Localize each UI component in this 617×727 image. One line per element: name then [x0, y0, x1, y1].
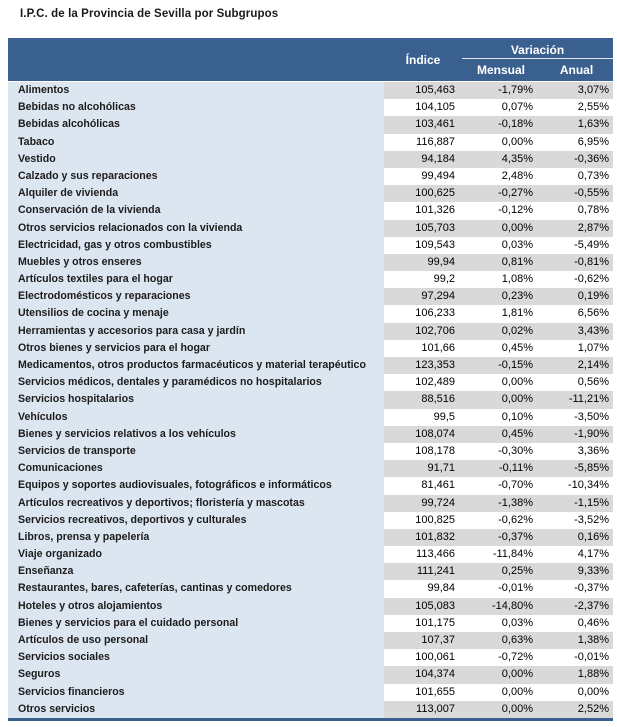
cell-mensual: -11,84% — [462, 546, 540, 563]
cell-indice: 104,374 — [384, 666, 462, 683]
cell-anual: -5,85% — [540, 460, 613, 477]
cell-indice: 105,463 — [384, 82, 462, 99]
cell-mensual: 0,02% — [462, 323, 540, 340]
row-label: Enseñanza — [8, 563, 384, 580]
cell-anual: 0,16% — [540, 529, 613, 546]
table-row — [8, 185, 613, 202]
cell-mensual: 0,45% — [462, 426, 540, 443]
table-row — [8, 220, 613, 237]
cell-mensual: 0,10% — [462, 409, 540, 426]
column-header-indice: Índice — [405, 52, 441, 67]
table-row — [8, 323, 613, 340]
table-row — [8, 305, 613, 322]
row-label: Comunicaciones — [8, 460, 384, 477]
table-row — [8, 495, 613, 512]
cell-mensual: -0,37% — [462, 529, 540, 546]
cell-anual: -11,21% — [540, 391, 613, 408]
table-row — [8, 632, 613, 649]
row-label: Servicios de transporte — [8, 443, 384, 460]
cell-anual: -10,34% — [540, 477, 613, 494]
cell-indice: 94,184 — [384, 151, 462, 168]
cell-mensual: 0,03% — [462, 615, 540, 632]
cell-anual: -0,81% — [540, 254, 613, 271]
table-row — [8, 460, 613, 477]
ipc-subgroups-table — [8, 38, 613, 721]
cell-anual: -0,55% — [540, 185, 613, 202]
row-label: Bebidas alcohólicas — [8, 116, 384, 133]
cell-indice: 106,233 — [384, 305, 462, 322]
cell-anual: -0,01% — [540, 649, 613, 666]
cell-mensual: 0,00% — [462, 684, 540, 701]
cell-anual: -1,90% — [540, 426, 613, 443]
cell-anual: -0,37% — [540, 580, 613, 597]
table-row — [8, 546, 613, 563]
table-row — [8, 443, 613, 460]
cell-anual: 6,56% — [540, 305, 613, 322]
table-row — [8, 116, 613, 133]
table-row — [8, 580, 613, 597]
cell-anual: -0,62% — [540, 271, 613, 288]
cell-anual: 2,14% — [540, 357, 613, 374]
cell-mensual: -0,11% — [462, 460, 540, 477]
cell-mensual: -14,80% — [462, 598, 540, 615]
variacion-subheaders — [462, 59, 613, 81]
table-row — [8, 237, 613, 254]
table-row — [8, 615, 613, 632]
cell-mensual: 0,45% — [462, 340, 540, 357]
cell-anual: 6,95% — [540, 134, 613, 151]
row-label: Muebles y otros enseres — [8, 254, 384, 271]
cell-indice: 100,825 — [384, 512, 462, 529]
cell-mensual: -0,72% — [462, 649, 540, 666]
cell-anual: 2,87% — [540, 220, 613, 237]
cell-indice: 105,083 — [384, 598, 462, 615]
table-row — [8, 512, 613, 529]
cell-mensual: 0,07% — [462, 99, 540, 116]
cell-indice: 105,703 — [384, 220, 462, 237]
cell-anual: -5,49% — [540, 237, 613, 254]
cell-mensual: -1,38% — [462, 495, 540, 512]
row-label: Conservación de la vivienda — [8, 202, 384, 219]
cell-mensual: -0,30% — [462, 443, 540, 460]
row-label: Medicamentos, otros productos farmacéuticos y material terapéutico — [8, 357, 384, 374]
row-label: Calzado y sus reparaciones — [8, 168, 384, 185]
cell-mensual: 0,25% — [462, 563, 540, 580]
cell-anual: 2,55% — [540, 99, 613, 116]
cell-indice: 113,466 — [384, 546, 462, 563]
table-row — [8, 684, 613, 701]
cell-indice: 99,5 — [384, 409, 462, 426]
cell-indice: 101,66 — [384, 340, 462, 357]
row-label: Servicios recreativos, deportivos y culturales — [8, 512, 384, 529]
cell-mensual: 0,81% — [462, 254, 540, 271]
cell-mensual: 0,00% — [462, 134, 540, 151]
cell-anual: 0,46% — [540, 615, 613, 632]
row-label: Servicios médicos, dentales y paramédicos no hospitalarios — [8, 374, 384, 391]
table-row — [8, 426, 613, 443]
row-label: Alimentos — [8, 82, 384, 99]
table-row — [8, 598, 613, 615]
row-label: Viaje organizado — [8, 546, 384, 563]
table-row — [8, 288, 613, 305]
cell-indice: 99,84 — [384, 580, 462, 597]
row-label: Servicios sociales — [8, 649, 384, 666]
row-label: Bebidas no alcohólicas — [8, 99, 384, 116]
cell-indice: 101,326 — [384, 202, 462, 219]
cell-indice: 91,71 — [384, 460, 462, 477]
cell-indice: 100,625 — [384, 185, 462, 202]
cell-mensual: -0,70% — [462, 477, 540, 494]
row-label: Tabaco — [8, 134, 384, 151]
table-header — [8, 38, 613, 81]
row-label: Otros bienes y servicios para el hogar — [8, 340, 384, 357]
cell-indice: 100,061 — [384, 649, 462, 666]
table-row — [8, 151, 613, 168]
cell-anual: 1,88% — [540, 666, 613, 683]
cell-mensual: 1,08% — [462, 271, 540, 288]
cell-anual: 3,07% — [540, 82, 613, 99]
row-label: Electricidad, gas y otros combustibles — [8, 237, 384, 254]
cell-anual: 1,63% — [540, 116, 613, 133]
cell-indice: 113,007 — [384, 701, 462, 718]
row-label: Otros servicios — [8, 701, 384, 718]
table-row — [8, 529, 613, 546]
cell-indice: 107,37 — [384, 632, 462, 649]
cell-anual: -2,37% — [540, 598, 613, 615]
row-label: Servicios hospitalarios — [8, 391, 384, 408]
cell-indice: 123,353 — [384, 357, 462, 374]
cell-mensual: 0,00% — [462, 374, 540, 391]
cell-indice: 116,887 — [384, 134, 462, 151]
cell-indice: 81,461 — [384, 477, 462, 494]
table-row — [8, 99, 613, 116]
cell-anual: -3,52% — [540, 512, 613, 529]
table-row — [8, 254, 613, 271]
column-header-variacion-group — [462, 38, 613, 81]
cell-indice: 108,178 — [384, 443, 462, 460]
row-label: Restaurantes, bares, cafeterías, cantinas y comedores — [8, 580, 384, 597]
column-header-mensual: Mensual — [476, 63, 525, 77]
cell-anual: 1,38% — [540, 632, 613, 649]
table-body — [8, 82, 613, 718]
cell-indice: 88,516 — [384, 391, 462, 408]
cell-indice: 99,94 — [384, 254, 462, 271]
cell-indice: 102,489 — [384, 374, 462, 391]
row-label: Hoteles y otros alojamientos — [8, 598, 384, 615]
table-row — [8, 666, 613, 683]
cell-mensual: 0,00% — [462, 701, 540, 718]
row-label: Otros servicios relacionados con la vivienda — [8, 220, 384, 237]
page-title: I.P.C. de la Provincia de Sevilla por Subgrupos — [20, 8, 279, 20]
cell-mensual: -0,12% — [462, 202, 540, 219]
cell-indice: 101,832 — [384, 529, 462, 546]
cell-anual: 1,07% — [540, 340, 613, 357]
row-label: Artículos textiles para el hogar — [8, 271, 384, 288]
table-row — [8, 134, 613, 151]
header-label-spacer — [8, 38, 384, 81]
cell-mensual: 0,00% — [462, 391, 540, 408]
cell-indice: 108,074 — [384, 426, 462, 443]
table-row — [8, 202, 613, 219]
table-row — [8, 168, 613, 185]
table-row — [8, 649, 613, 666]
table-row — [8, 391, 613, 408]
table-row — [8, 340, 613, 357]
table-row — [8, 82, 613, 99]
cell-mensual: 0,03% — [462, 237, 540, 254]
cell-mensual: -0,18% — [462, 116, 540, 133]
cell-indice: 97,294 — [384, 288, 462, 305]
cell-indice: 103,461 — [384, 116, 462, 133]
cell-mensual: -0,15% — [462, 357, 540, 374]
row-label: Servicios financieros — [8, 684, 384, 701]
cell-anual: 2,52% — [540, 701, 613, 718]
table-row — [8, 271, 613, 288]
cell-indice: 99,494 — [384, 168, 462, 185]
cell-anual: 0,78% — [540, 202, 613, 219]
cell-anual: 3,36% — [540, 443, 613, 460]
cell-mensual: 0,00% — [462, 666, 540, 683]
table-row — [8, 701, 613, 718]
cell-anual: 9,33% — [540, 563, 613, 580]
row-label: Bienes y servicios relativos a los vehículos — [8, 426, 384, 443]
row-label: Seguros — [8, 666, 384, 683]
row-label: Equipos y soportes audiovisuales, fotográficos e informáticos — [8, 477, 384, 494]
cell-anual: 0,56% — [540, 374, 613, 391]
table-row — [8, 409, 613, 426]
cell-indice: 99,724 — [384, 495, 462, 512]
cell-anual: 0,73% — [540, 168, 613, 185]
table-row — [8, 563, 613, 580]
cell-anual: -0,36% — [540, 151, 613, 168]
table-row — [8, 477, 613, 494]
cell-mensual: 1,81% — [462, 305, 540, 322]
row-label: Artículos de uso personal — [8, 632, 384, 649]
row-label: Vestido — [8, 151, 384, 168]
cell-mensual: 0,63% — [462, 632, 540, 649]
cell-indice: 101,175 — [384, 615, 462, 632]
cell-anual: 0,19% — [540, 288, 613, 305]
cell-indice: 99,2 — [384, 271, 462, 288]
row-label: Vehículos — [8, 409, 384, 426]
row-label: Herramientas y accesorios para casa y jardín — [8, 323, 384, 340]
cell-anual: -3,50% — [540, 409, 613, 426]
column-header-variacion: Variación — [462, 38, 613, 59]
cell-indice: 102,706 — [384, 323, 462, 340]
column-header-anual: Anual — [559, 63, 594, 77]
table-row — [8, 374, 613, 391]
cell-anual: 0,00% — [540, 684, 613, 701]
cell-indice: 101,655 — [384, 684, 462, 701]
cell-mensual: 2,48% — [462, 168, 540, 185]
cell-anual: 4,17% — [540, 546, 613, 563]
cell-mensual: -0,01% — [462, 580, 540, 597]
row-label: Libros, prensa y papelería — [8, 529, 384, 546]
cell-mensual: -0,62% — [462, 512, 540, 529]
cell-mensual: 0,00% — [462, 220, 540, 237]
cell-anual: -1,15% — [540, 495, 613, 512]
row-label: Alquiler de vivienda — [8, 185, 384, 202]
cell-mensual: -0,27% — [462, 185, 540, 202]
cell-mensual: 4,35% — [462, 151, 540, 168]
table-row — [8, 357, 613, 374]
cell-indice: 104,105 — [384, 99, 462, 116]
cell-mensual: 0,23% — [462, 288, 540, 305]
row-label: Electrodomésticos y reparaciones — [8, 288, 384, 305]
cell-indice: 109,543 — [384, 237, 462, 254]
cell-indice: 111,241 — [384, 563, 462, 580]
cell-mensual: -1,79% — [462, 82, 540, 99]
row-label: Artículos recreativos y deportivos; floristería y mascotas — [8, 495, 384, 512]
row-label: Utensilios de cocina y menaje — [8, 305, 384, 322]
row-label: Bienes y servicios para el cuidado personal — [8, 615, 384, 632]
cell-anual: 3,43% — [540, 323, 613, 340]
